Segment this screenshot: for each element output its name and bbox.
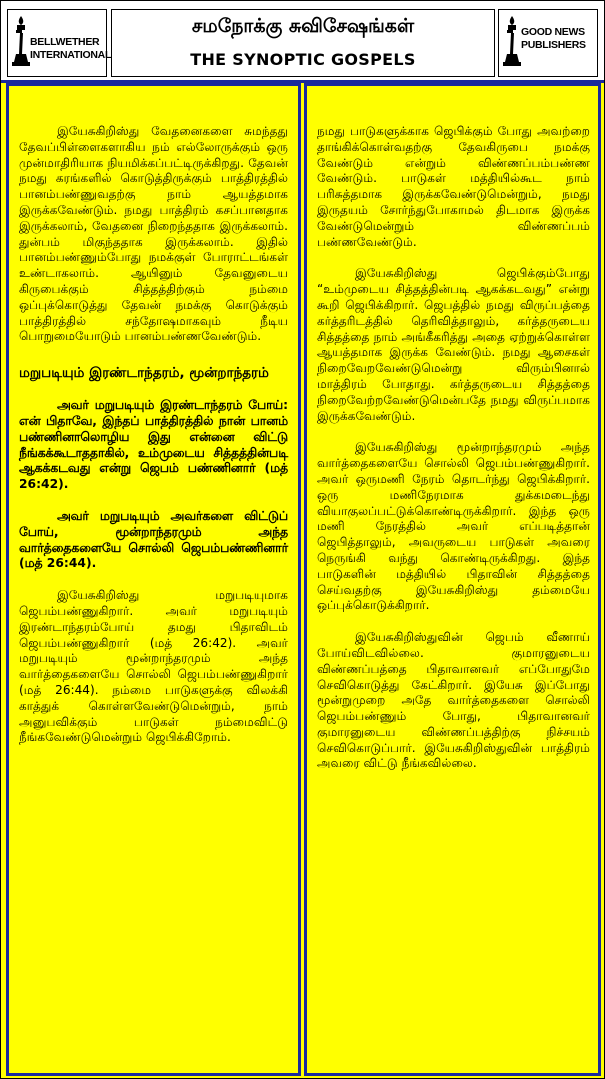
scripture-verse: அவர் மறுபடியும் அவர்களை விட்டுப் போய், மூன்றாந்தரமும் அந்த வார்த்தைகளையே சொல்லி ஜெபம்பண்ணினார் (மத் 26:44). xyxy=(19,508,288,571)
logo-line1: GOOD NEWS xyxy=(521,26,585,38)
paragraph: இயேசுகிறிஸ்து மூன்றாந்தரமும் அந்த வார்த்தைகளையே சொல்லி ஜெபம்பண்ணுகிறார். அவர் ஒருமணி நேரம் தொடர்ந்து ஜெபிக்கிறார். ஒரு மணிநேரமாக துக்கமடைந்து வியாகுலப்பட்டுக்கொண்டிருக்கிறார். இந்த ஒரு மணி நேரத்தில் அவர் எப்படித்தான் ஜெபித்தாலும், அவருடைய பாடுகள் அவரை நெருங்கி வந்து கொண்டிருக்கிறது. இந்த பாடுகளின் மத்தியில் பிதாவின் சித்தத்தை செய்வதற்கு இயேசுகிறிஸ்து தம்மையே ஒப்புக்கொடுக்கிறார். xyxy=(317,440,590,613)
page-title-tamil: சமநோக்கு சுவிசேஷங்கள் xyxy=(191,15,415,37)
torch-icon xyxy=(12,14,30,68)
logo-line1: BELLWETHER xyxy=(30,36,100,48)
title-box xyxy=(111,9,495,77)
content-area xyxy=(1,83,604,1078)
logo-line2: INTERNATIONAL xyxy=(30,49,112,61)
scripture-verse: அவர் மறுபடியும் இரண்டாந்தரம் போய்: என் பிதாவே, இந்தப் பாத்திரத்தில் நான் பானம் பண்ணினாலொழிய இது என்னை விட்டு நீங்கக்கூடாததாகில், உம்முடைய சித்தத்தின்படி ஆகக்கடவது என்று ஜெபம் பண்ணினார் (மத் 26:42). xyxy=(19,398,288,492)
paragraph: இயேசுகிறிஸ்து மறுபடியுமாக ஜெபம்பண்ணுகிறார். அவர் மறுபடியும் இரண்டாந்தரம்போய் தமது பிதாவிடம் ஜெபம்பண்ணுகிறார் (மத் 26:42). அவர் மறுபடியும் மூன்றாந்தரமும் அந்த வார்த்தைகளையே சொல்லி ஜெபம்பண்ணுகிறார் (மத் 26:44). நம்மை பாடுகளுக்கு விலக்கி காத்துக் கொள்ளவேண்டுமென்றும், நாம் அனுபவிக்கும் பாடுகள் நம்மைவிட்டு நீங்கவேண்டுமென்றும் ஜெபிக்கிறோம். xyxy=(19,588,288,745)
logo-text xyxy=(521,26,586,52)
left-column xyxy=(6,83,301,1076)
good-news-publishers-logo xyxy=(498,9,598,77)
paragraph: நமது பாடுகளுக்காக ஜெபிக்கும் போது அவற்றை தாங்கிக்கொள்வதற்கு தேவகிருபை நமக்கு வேண்டும் என்றும் விண்ணப்பம்பண்ண வேண்டும். பாடுகள் மத்தியில்கூட நாம் பரிசுத்தமாக இருக்கவேண்டுமென்றும், நமது இருதயம் சோர்ந்துபோகாமல் திடமாக இருக்க வேண்டுமென்றும் விண்ணப்பம் பண்ணவேண்டும். xyxy=(317,124,590,249)
torch-icon xyxy=(503,14,521,68)
bellwether-logo xyxy=(7,9,112,77)
right-column xyxy=(304,83,601,1076)
section-heading: மறுபடியும் இரண்டாந்தரம், மூன்றாந்தரம் xyxy=(19,365,269,382)
paragraph: இயேசுகிறிஸ்து ஜெபிக்கும்போது “உம்முடைய சித்தத்தின்படி ஆகக்கடவது” என்று கூறி ஜெபிக்கிறார். ஜெபத்தில் நமது விருப்பத்தை கர்த்தரிடத்தில் தெரிவித்தாலும், கர்த்தருடைய சித்தத்தை நாம் அங்கீகரித்து அதை ஏற்றுக்கொள்ள ஆயத்தமாக இருக்க வேண்டும். நமது ஆசைகள் நிறைவேறவேண்டுமென்று விரும்பினால் மாத்திரம் போதாது. கர்த்தருடைய சித்தத்தை நிறைவேற்றவேண்டுமென்பதே நமது விருப்பமாக இருக்கவேண்டும். xyxy=(317,266,590,423)
header xyxy=(1,1,604,83)
paragraph: இயேசுகிறிஸ்து வேதனைகளை சுமந்தது தேவப்பிள்ளைகளாகிய நம் எல்லோருக்கும் ஒரு முன்மாதிரியாக நியமிக்கப்பட்டிருக்கிறது. தேவன் நமது கரங்களில் கொடுத்திருக்கும் பாத்திரத்தில் பானம்பண்ணுவதற்கு நாம் ஆயத்தமாக இருக்கவேண்டும். நமது பாத்திரம் கசப்பானதாக இருக்கலாம், வேதனை நிறைந்ததாக இருக்கலாம். துன்பம் மிகுந்ததாக இருக்கலாம். இதில் பானம்பண்ணும்போது நமக்குள் போராட்டங்கள் உண்டாகலாம். ஆயினும் தேவனுடைய கிருபைக்கும் சித்தத்திற்கும் நம்மை ஒப்புக்கொடுத்து தேவன் நமக்கு கொடுக்கும் பாத்திரத்தில் சந்தோஷமாகவும் நீடிய பொறுமையோடும் பானம்பண்ணவேண்டும். xyxy=(19,124,288,344)
paragraph: இயேசுகிறிஸ்துவின் ஜெபம் வீணாய் போய்விடவில்லை. குமாரனுடைய விண்ணப்பத்தை பிதாவானவர் எப்போதுமே செவிகொடுத்து கேட்கிறார். இயேசு இப்போது மூன்றுமுறை அதே வார்த்தைகளை சொல்லி ஜெபம்பண்ணும் போது, பிதாவானவர் குமாரனுடைய விண்ணப்பத்திற்கு நிச்சயம் செவிகொடுப்பார். இயேசுகிறிஸ்துவின் பாத்திரம் அவரை விட்டு நீங்கவில்லை. xyxy=(317,630,590,771)
logo-line2: PUBLISHERS xyxy=(521,39,586,51)
page-title-english: THE SYNOPTIC GOSPELS xyxy=(190,50,416,69)
logo-text xyxy=(30,36,111,62)
